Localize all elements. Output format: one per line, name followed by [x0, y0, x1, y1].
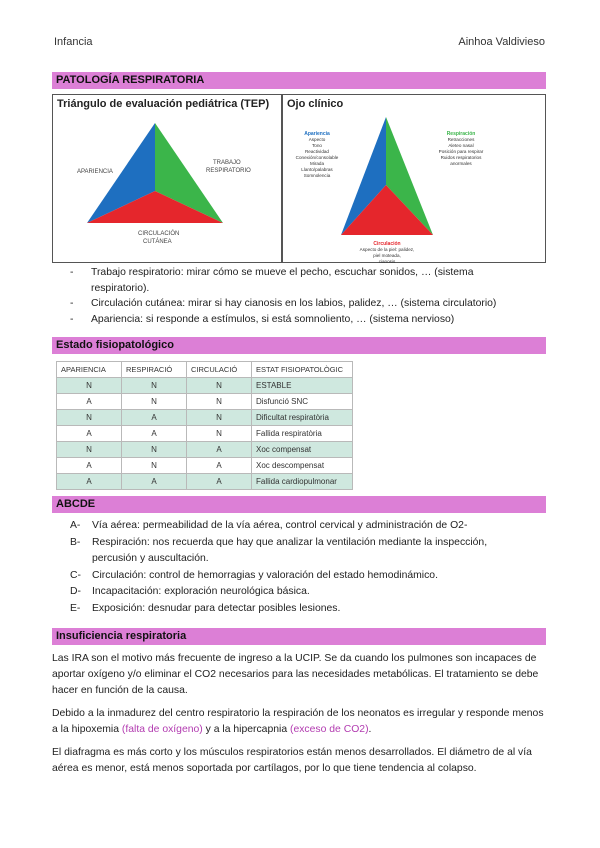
abcde-text: Incapacitación: exploración neurológica básica. [92, 586, 310, 597]
tep-box [52, 94, 282, 263]
abcde-list [70, 518, 530, 617]
cell: A [122, 426, 187, 442]
cell: ESTABLE [252, 378, 353, 394]
ojo-apariencia-item: Tono [312, 143, 322, 148]
col-apariencia: APARIENCIA [57, 362, 122, 378]
ojo-circulacion-title: Circulación [373, 241, 401, 247]
tep-label-respiratorio: RESPIRATORIO [206, 168, 251, 174]
cell: Disfunció SNC [252, 394, 353, 410]
cell: Fallida cardiopulmonar [252, 474, 353, 490]
bullet-circulacion: - Circulación cutánea: mirar si hay cianosis en los labios, palidez, … (sistema circulatorio) [70, 296, 530, 312]
col-circulacio: CIRCULACIÓ [187, 362, 252, 378]
abcde-text: Exposición: desnudar para detectar posibles lesiones. [92, 602, 341, 614]
cell: N [57, 442, 122, 458]
cell: A [187, 442, 252, 458]
fisiopatologico-table [56, 361, 353, 490]
abcde-item-b [70, 535, 530, 568]
header-course: Infancia [54, 36, 93, 48]
section-title-patologia: PATOLOGÍA RESPIRATORIA [52, 72, 546, 89]
table-row [57, 474, 353, 490]
ojo-respiracion-item: Aleteo nasal [448, 143, 474, 148]
text: y a la hipercapnia [202, 724, 290, 736]
section-title-abcde: ABCDE [52, 496, 546, 513]
cell: N [187, 394, 252, 410]
paragraph-ira: Las IRA son el motivo más frecuente de ingreso a la UCIP. Se da cuando los pulmones son incapaces de aportar oxígeno y/o eliminar el CO2 necesarios para las necesidades metabólicas. El tratamiento se debe hacer en función de la causa. [52, 653, 539, 697]
cell: Dificultat respiratòria [252, 410, 353, 426]
ojo-title: Ojo clínico [287, 98, 344, 110]
cell: N [57, 410, 122, 426]
tep-title: Triángulo de evaluación pediátrica (TEP) [57, 98, 270, 110]
abcde-key: C- [70, 569, 81, 581]
cell: A [57, 458, 122, 474]
table-row [57, 426, 353, 442]
table-header-row [57, 362, 353, 378]
tep-label-cutanea: CUTÁNEA [143, 239, 172, 245]
cell: N [187, 410, 252, 426]
section-title-estado: Estado fisiopatológico [52, 337, 546, 354]
abcde-item-e [70, 601, 530, 618]
abcde-text: Respiración: nos recuerda que hay que analizar la ventilación mediante la inspección, percusión y auscultación. [92, 536, 488, 564]
table-row [57, 394, 353, 410]
table-row [57, 410, 353, 426]
abcde-key: B- [70, 536, 81, 548]
cell: Xoc descompensat [252, 458, 353, 474]
cell: N [187, 426, 252, 442]
ojo-apariencia-item: Mirada [309, 161, 325, 166]
tep-bullets [70, 265, 530, 327]
highlight-hipercapnia: (exceso de CO2) [290, 724, 369, 736]
table-row [57, 378, 353, 394]
ojo-respiracion-item: Retracciones [447, 137, 475, 142]
abcde-item-c [70, 568, 530, 585]
cell: N [122, 378, 187, 394]
cell: A [122, 474, 187, 490]
bullet-apariencia: - Apariencia: si responde a estímulos, si está somnoliento, … (sistema nervioso) [70, 312, 530, 328]
ojo-apariencia-item: Somnolencia [303, 173, 331, 178]
abcde-key: E- [70, 602, 81, 614]
cell: N [122, 394, 187, 410]
table-row [57, 458, 353, 474]
cell: A [122, 410, 187, 426]
cell: N [57, 378, 122, 394]
ojo-respiracion-item: anormales [450, 161, 472, 166]
abcde-key: A- [70, 520, 81, 531]
cell: N [122, 458, 187, 474]
cell: A [57, 426, 122, 442]
abcde-text: Circulación: control de hemorragias y valoración del estado hemodinámico. [92, 569, 438, 581]
ojo-apariencia-item: Aspecto [308, 137, 326, 142]
text: . [368, 724, 372, 736]
col-respiracio: RESPIRACIÓ [122, 362, 187, 378]
cell: A [187, 458, 252, 474]
tep-triangle [53, 113, 281, 263]
cell: A [57, 394, 122, 410]
cell: A [57, 474, 122, 490]
bullet-trabajo: - Trabajo respiratorio: mirar cómo se mueve el pecho, escuchar sonidos, … (sistema respiratorio). [70, 265, 530, 296]
cell: N [122, 442, 187, 458]
abcde-text: Vía aérea: permeabilidad de la vía aérea, control cervical y administración de O2- [92, 520, 468, 531]
abcde-item-a [70, 518, 530, 535]
abcde-item-d [70, 584, 530, 601]
cell: Fallida respiratòria [252, 426, 353, 442]
col-estat: ESTAT FISIOPATOLÒGIC [252, 362, 353, 378]
tep-label-circulacion: CIRCULACIÓN [138, 231, 180, 237]
ojo-apariencia-item: Llanto/palabras [301, 167, 333, 172]
header-author: Ainhoa Valdivieso [458, 36, 545, 48]
abcde-key: D- [70, 586, 81, 597]
ojo-triangle [283, 111, 545, 263]
section-title-insuficiencia: Insuficiencia respiratoria [52, 628, 546, 645]
cell: A [187, 474, 252, 490]
table-row [57, 442, 353, 458]
highlight-hipoxemia: (falta de oxígeno) [121, 724, 203, 736]
ojo-respiracion-title: Respiración [446, 131, 476, 137]
cell: Xoc compensat [252, 442, 353, 458]
tep-label-trabajo: TRABAJO [213, 160, 241, 166]
ojo-circulacion-item: Aspecto de la piel: palidez, [359, 247, 415, 252]
ojo-respiracion-item: Ruidos respiratorios [440, 155, 482, 160]
paragraph-diafragma: El diafragma es más corto y los músculos respiratorios están menos desarrollados. El diámetro de al vía aérea es menor, está menos soportada por cartílagos, por lo que tiene tendencia al colapso. [52, 747, 532, 775]
paragraph-neonatos [52, 706, 548, 738]
text: Debido a la inmadurez del centro respiratorio la respiración de los neonatos es irregular y responde menos a la hipoxemia [52, 708, 544, 736]
ojo-apariencia-title: Apariencia [304, 131, 330, 137]
ojo-respiracion-item: Posición para respirar [438, 149, 484, 154]
ojo-apariencia-item: Reactividad [304, 149, 330, 154]
ojo-apariencia-item: Conexión/consolable [295, 155, 339, 160]
cell: N [187, 378, 252, 394]
tep-label-apariencia: APARIENCIA [77, 169, 113, 175]
ojo-circulacion-item: cianosis [378, 259, 396, 263]
ojo-box [282, 94, 546, 263]
ojo-circulacion-item: piel moteada, [373, 253, 401, 258]
